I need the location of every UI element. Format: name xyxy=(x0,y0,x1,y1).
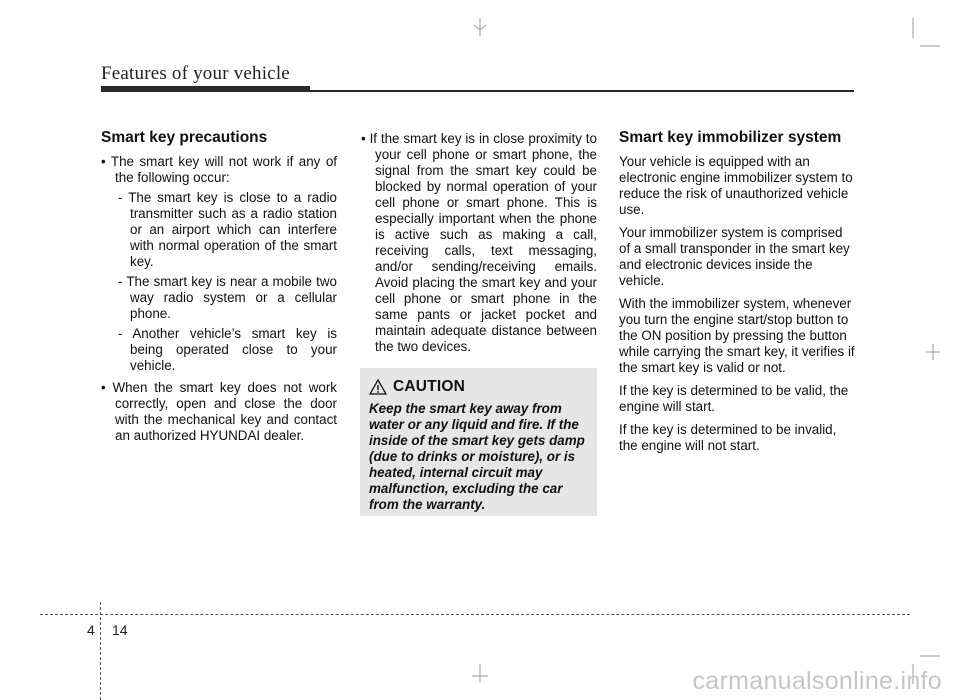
sub-item: - The smart key is near a mobile two way radio system or a cellular phone. xyxy=(118,274,337,321)
page-number: 14 xyxy=(112,622,128,638)
heading-immobilizer-system: Smart key immobilizer system xyxy=(619,129,842,146)
paragraph: With the immobilizer system, whenever you turn the engine start/stop button to the ON position by pressing the button while carrying the smart key, it verifies if the smart key is valid or not. xyxy=(619,296,855,375)
bullet-text: When the smart key does not work correctly, open and close the door with the mechanical key and contact an authorized HYUNDAI dealer. xyxy=(112,380,337,443)
heading-smart-key-precautions: Smart key precautions xyxy=(101,129,268,146)
sub-item: - Another vehicle’s smart key is being operated close to your vehicle. xyxy=(118,326,337,373)
column-cell-phone-note xyxy=(361,131,597,355)
caution-header xyxy=(369,376,589,398)
paragraph: Your vehicle is equipped with an electronic engine immobilizer system to reduce the risk of unauthorized vehicle use. xyxy=(619,154,853,217)
paragraph: If the key is determined to be valid, the engine will start. xyxy=(619,383,849,414)
header-rule-thick xyxy=(101,86,310,92)
watermark: carmanualsonline.info xyxy=(692,667,942,695)
bullet-text: The smart key will not work if any of the following occur: xyxy=(110,154,337,185)
bullet-text: If the smart key is in close proximity to your cell phone or smart phone, the signal from the smart key could be blocked by normal operation of your cell phone or smart phone. This is especially important when the phone is active such as making a call, receiving calls, text messaging, and/or sending/receiving emails. Avoid placing the smart key and your cell phone or smart phone in the same pants or jacket pocket and maintain adequate distance between the two devices. xyxy=(369,131,597,354)
bullet-item: • If the smart key is in close proximity to your cell phone or smart phone, the signal from the smart key could be blocked by normal operation of your cell phone or smart phone. This is especially important when the phone is active such as making a call, receiving calls, text messaging, and/or sending/receiving emails. Avoid placing the smart key and your cell phone or smart phone in the same pants or jacket pocket and maintain adequate distance between the two devices. xyxy=(361,131,597,354)
bullet-item: • When the smart key does not work correctly, open and close the door with the mechanical key and contact an authorized HYUNDAI dealer. xyxy=(101,380,337,443)
page-number-separator xyxy=(100,602,101,700)
caution-text: Keep the smart key away from water or any liquid and fire. If the inside of the smart key gets damp (due to drinks or moisture), or is heated, internal circuit may malfunction, excluding the car from the warranty. xyxy=(369,401,585,512)
paragraph: Your immobilizer system is comprised of a small transponder in the smart key and electronic devices inside the vehicle. xyxy=(619,225,850,288)
sub-item: - The smart key is close to a radio transmitter such as a radio station or an airport which can interfere with normal operation of the smart key. xyxy=(118,190,337,269)
footer-rule xyxy=(40,614,910,615)
section-title: Features of your vehicle xyxy=(101,63,290,84)
chapter-number: 4 xyxy=(87,622,95,638)
caution-box xyxy=(360,368,597,516)
column-smart-key-precautions xyxy=(101,128,337,444)
bullet-item: • The smart key will not work if any of the following occur: xyxy=(101,154,337,185)
paragraph: If the key is determined to be invalid, the engine will not start. xyxy=(619,422,837,453)
header-rule-thin xyxy=(310,90,854,92)
column-immobilizer-system xyxy=(619,128,855,461)
caution-title: CAUTION xyxy=(393,378,466,395)
warning-triangle-icon xyxy=(369,379,387,395)
